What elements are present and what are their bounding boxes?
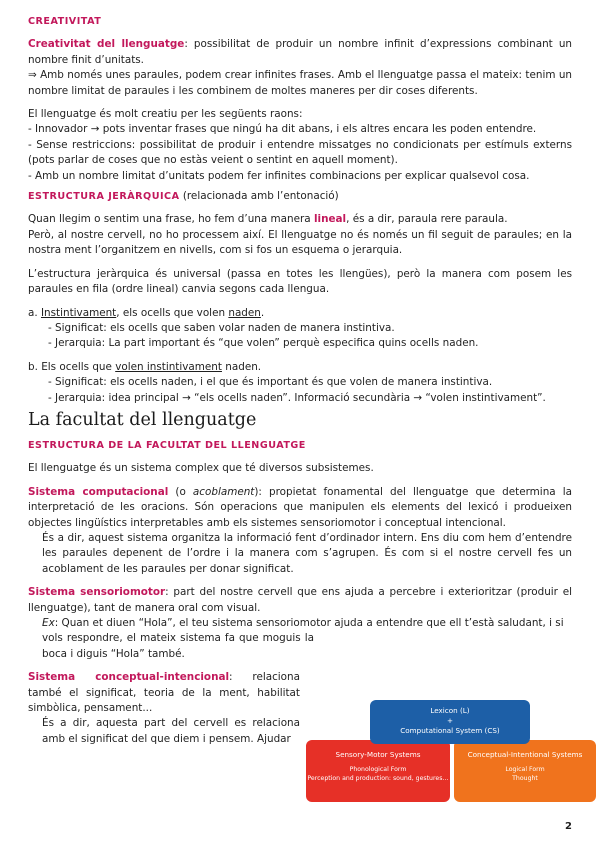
sensory-motor-box: [306, 740, 450, 802]
heading-note: (relacionada amb l’entonació): [179, 190, 339, 203]
underlined-word: volen instintivament: [115, 360, 222, 373]
text-span: Quan llegim o sentim una frase, ho fem d’una manera: [28, 213, 314, 226]
list-item: - Significat: els ocells que saben volar naden de manera instintiva.: [48, 321, 395, 334]
text-span: : Quan et diuen “Hola”, el teu sistema sensoriomotor ajuda a entendre que ell t’està saludant, i si: [54, 617, 564, 629]
text-span: : relaciona també el significat, teoria de la ment, habilitat simbòlica, pensament...: [28, 671, 300, 715]
list-item: - Sense restriccions: possibilitat de produir i entendre missatges no condicionats per estímuls externs (pots parlar de coses que no estàs veient o sentint en aquell moment).: [28, 138, 572, 167]
text-span: , els ocells que volen: [116, 306, 229, 319]
paragraph-universal: L’estructura jeràrquica és universal (passa en totes les llengües), però la manera com posem les paraules en fila (ordre lineal) canvia segons cada llengua.: [28, 267, 572, 296]
text-span: ): propietat fonamental del llenguatge que determina la interpretació de les oracions. Són operacions que manipulen els elements del lexicó i produeixen objectes lingüístics interpretables amb els sistemes sensoriomotor i conceptual intencional.: [28, 485, 573, 529]
list-item: - Innovador → pots inventar frases que ningú ha dit abans, i els altres encara les poden entendre.: [28, 123, 537, 136]
paragraph-creativitat-implication: ⇒ Amb només unes paraules, podem crear infinites frases. Amb el llenguatge passa el mateix: tenim un nombre limitat de paraules i les combinem de moltes maneres per dir coses diferents.: [28, 69, 572, 97]
text-span: : part del nostre cervell que ens ajuda a percebre i exterioritzar (produir el llenguatge), tant de manera oral com visual.: [28, 586, 573, 614]
term-sistema-conceptual: Sistema conceptual-intencional: [28, 671, 230, 684]
paragraph-sistema-computacional: [28, 485, 572, 531]
language-faculty-diagram: [306, 700, 596, 802]
text-span: a.: [28, 306, 41, 319]
underlined-word: naden: [228, 306, 261, 319]
page-content: [28, 14, 572, 747]
box-title: Conceptual-Intentional Systems: [467, 750, 583, 759]
text-span: b. Els ocells que: [28, 360, 116, 373]
term-sistema-sensoriomotor: Sistema sensoriomotor: [28, 586, 166, 599]
text-span: , és a dir, paraula rere paraula.: [346, 213, 508, 226]
section-heading-estructura-facultat: ESTRUCTURA DE LA FACULTAT DEL LLENGUATGE: [28, 439, 306, 451]
definition-text: : possibilitat de produir un nombre infinit d’expressions combinant un nombre finit d’unitats.: [28, 38, 572, 66]
lexicon-computational-box: [370, 700, 530, 744]
box-subtitle: Thought: [512, 774, 538, 782]
box-title: Computational System (CS): [400, 726, 500, 735]
term-lineal: lineal: [313, 213, 347, 226]
example-label: Ex: [42, 617, 55, 629]
box-title: Sensory-Motor Systems: [335, 750, 421, 759]
paragraph-lineal: [28, 212, 572, 227]
section-heading-creativitat: CREATIVITAT: [28, 16, 102, 27]
term-sistema-computacional: Sistema computacional: [28, 485, 169, 498]
example-b: [28, 360, 572, 375]
list-item: - Jerarquia: La part important és “que volen” perquè especifica quins ocells naden.: [48, 337, 479, 350]
italic-term: acoblament: [192, 485, 255, 498]
heading-text: ESTRUCTURA JERÀRQUICA: [28, 191, 180, 203]
underlined-word: Instintivament: [40, 306, 117, 319]
term-creativitat: Creativitat del llenguatge: [28, 38, 185, 51]
paragraph-subsistemes: El llenguatge és un sistema complex que té diversos subsistemes.: [28, 462, 374, 475]
list-item: - Significat: els ocells naden, i el que és important és que volen de manera instintiva.: [48, 376, 493, 389]
paragraph-sistema-conceptual: [28, 670, 300, 716]
plus-sign: +: [446, 716, 454, 725]
section-heading-estructura-jerarquica: [28, 189, 572, 204]
box-subtitle: Phonological Form: [349, 766, 407, 773]
example-sensoriomotor: [28, 616, 572, 631]
list-item: - Jerarquia: idea principal → “els ocells naden”. Informació secundària → “volen instintivament”.: [48, 391, 546, 404]
box-title: Lexicon (L): [430, 706, 470, 715]
page-number: 2: [565, 820, 572, 832]
example-sensoriomotor-cont: vols respondre, el mateix sistema fa que moguis la boca i diguis “Hola” també.: [42, 632, 314, 660]
text-span: naden.: [221, 360, 262, 373]
paragraph-nivells: Però, al nostre cervell, no ho processem així. El llenguatge no és només un fil seguit de paraules; en la nostra ment l’organitzem en nivells, com si fos un esquema o jerarquia.: [28, 228, 572, 257]
conceptual-intentional-box: [454, 740, 596, 802]
paragraph-reasons-intro: El llenguatge és molt creatiu per les següents raons:: [28, 108, 303, 121]
paragraph-creativitat-definition: [28, 37, 572, 68]
box-subtitle: Perception and production: sound, gestures…: [307, 774, 449, 782]
paragraph-sistema-sensoriomotor: [28, 585, 572, 616]
example-a: [28, 306, 572, 321]
box-subtitle: Logical Form: [505, 766, 545, 773]
chapter-title: La facultat del llenguatge: [28, 409, 257, 430]
text-span: .: [260, 306, 265, 319]
paragraph-conceptual-explanation: És a dir, aquesta part del cervell es relaciona amb el significat del que diem i pensem. Ajudar: [42, 717, 300, 745]
list-item: - Amb un nombre limitat d’unitats podem fer infinites combinacions per explicar qualsevol cosa.: [28, 169, 530, 182]
text-span: (o: [168, 485, 193, 498]
paragraph-computacional-explanation: És a dir, aquest sistema organitza la informació fent d’ordinador intern. Ens diu com hem d’entendre les paraules depenent de l’ordre i la manera com s’agrupen. És com si el nostre cervell fes un acoblament de les paraules per donar significat.: [42, 531, 572, 575]
